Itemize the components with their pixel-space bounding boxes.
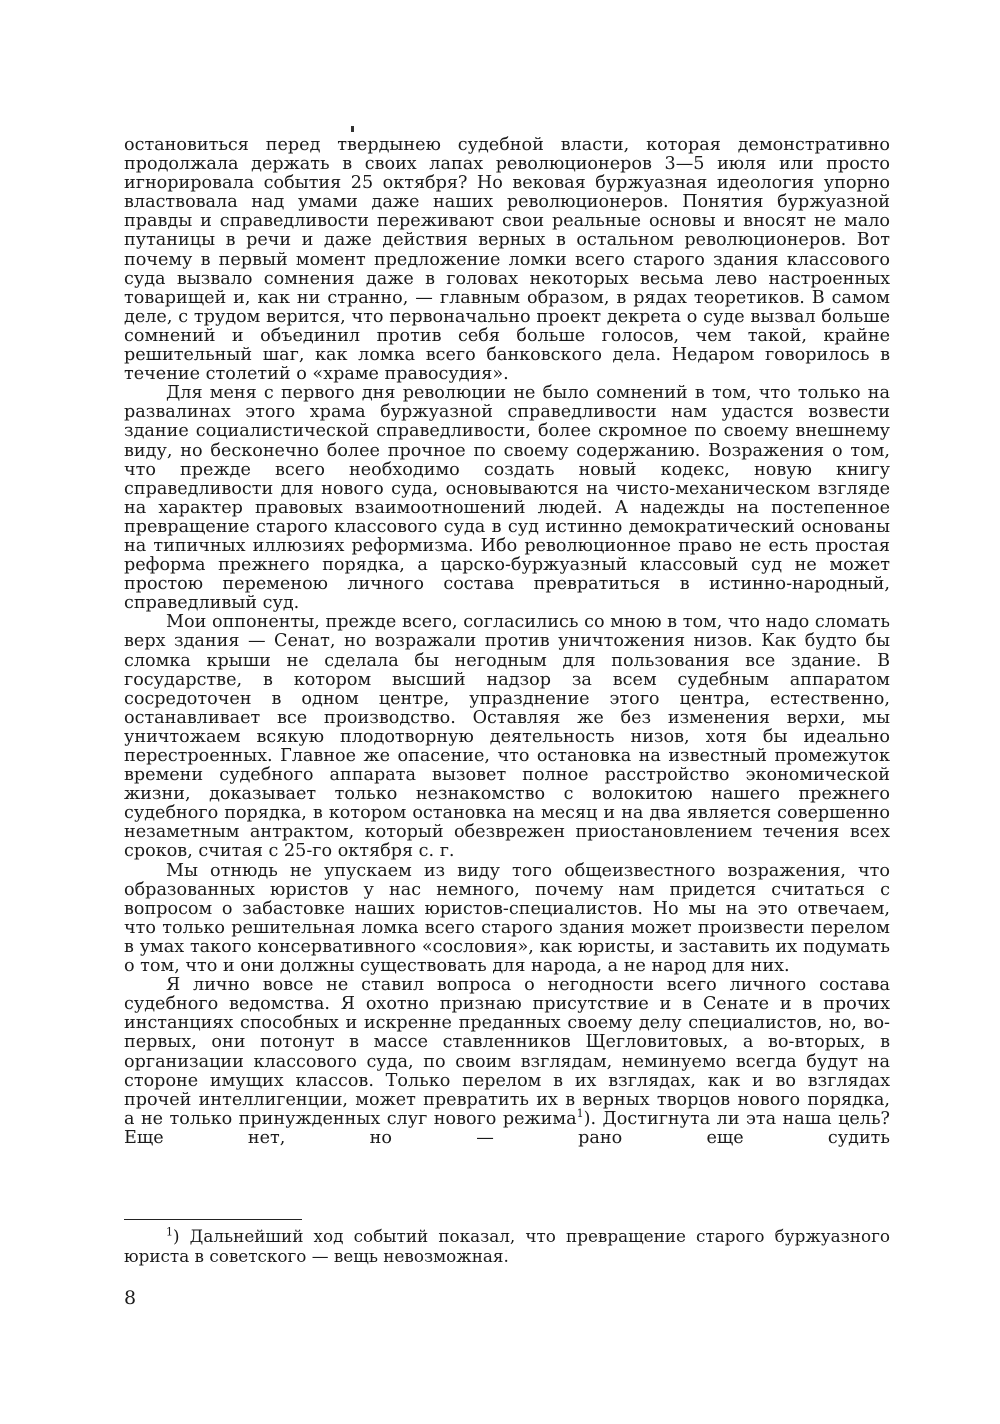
paragraph-5 (124, 976, 890, 1148)
paragraph-1: остановиться перед твердынею судебной власти, которая демонстративно продолжала держать в своих лапах революционеров 3—5 июля или просто игнорировала события 25 октября? Но вековая буржуазная идеология упорно властвовала над умами даже наших революционеров. Понятия буржуазной правды и справедливости переживают свои реальные основы и вносят не мало путаницы в речи и даже действия верных в остальном революционеров. Вот почему в первый момент предложение ломки всего старого здания классового суда вызвало сомнения даже в головах некоторых весьма лево настроенных товарищей и, как ни странно, — главным образом, в рядах теоретиков. В самом деле, с трудом верится, что первоначально проект декрета о суде вызвал больше сомнений и объединил против себя больше голосов, чем такой, крайне решительный шаг, как ломка всего банковского дела. Недаром говорилось в течение столетий о «храме правосудия». (124, 135, 890, 385)
paragraph-2: Для меня с первого дня революции не было сомнений в том, что только на развалинах этого храма буржуазной справедливости нам удастся возвести здание социалистической справедливости, более скромное по своему внешнему виду, но бесконечно более прочное по своему содержанию. Возражения о том, что прежде всего необходимо создать новый кодекс, новую книгу справедливости для нового суда, основываются на чисто-механическом взгляде на характер правовых взаимоотношений людей. А надежды на постепенное превращение старого классового суда в суд истинно демократический основаны на типичных иллюзиях реформизма. Ибо революционное право не есть простая реформа прежнего порядка, а царско-буржуазный классовый суд не может простою переменою личного состава превратиться в истинно-народный, справедливый суд. (124, 383, 890, 614)
footnote-reference: 1 (576, 1106, 584, 1120)
paragraph-4: Мы отнюдь не упускаем из виду того общеизвестного возражения, что образованных юристов у нас немного, почему нам придется считаться с вопросом о забастовке наших юристов-специалистов. Но мы на это отвечаем, что только решительная ломка всего старого здания может произвести перелом в умах такого консервативного «сословия», как юристы, и заставить их подумать о том, что и они должны существовать для народа, а не народ для них. (124, 860, 890, 977)
footnote-marker: 1 (166, 1225, 173, 1239)
body-text (124, 136, 890, 1148)
print-speck (351, 126, 354, 132)
paragraph-5-tail: ). Достигнута ли эта наша цель? Еще нет, но — рано еще судить (124, 1108, 890, 1148)
footnote (124, 1226, 890, 1266)
paragraph-5-text: Я лично вовсе не ставил вопроса о негодности всего личного состава судебного ведомства. Я охотно признаю присутствие и в Сенате и в прочих инстанциях способных и искренне преданных своему делу специалистов, но, во-первых, они потонут в массе ставленников Щегловитовых, а во-вторых, в организации классового суда, по своим взглядам, неминуемо всегда будут на стороне имущих классов. Только перелом в их взглядах, как и во взглядах прочей интеллигенции, может превратить их в верных творцов нового порядка, а не только принужденных слуг нового режима (124, 975, 890, 1129)
footnote-text: ) Дальнейший ход событий показал, что превращение старого буржуазного юриста в советского — вещь невозможная. (124, 1226, 890, 1266)
paragraph-3: Мои оппоненты, прежде всего, согласились со мною в том, что надо сломать верх здания — Сенат, но возражали против уничтожения низов. Как будто бы сломка крыши не сделала бы негодным для пользования все здание. В государстве, в котором высший надзор за всем судебным аппаратом сосредоточен в одном центре, упразднение этого центра, естественно, останавливает все производство. Оставляя же без изменения верхи, мы уничтожаем всякую плодотворную деятельность низов, хотя бы идеально перестроенных. Главное же опасение, что остановка на известный промежуток времени судебного аппарата вызовет полное расстройство экономической жизни, доказывает только незнакомство с волокитою нашего прежнего судебного порядка, в котором остановка на месяц и на два является совершенно незаметным антрактом, который обезврежен приостановлением течения всех сроков, считая с 25-го октября с. г. (124, 612, 890, 862)
page-number: 8 (124, 1287, 137, 1309)
footnote-divider (124, 1219, 302, 1220)
